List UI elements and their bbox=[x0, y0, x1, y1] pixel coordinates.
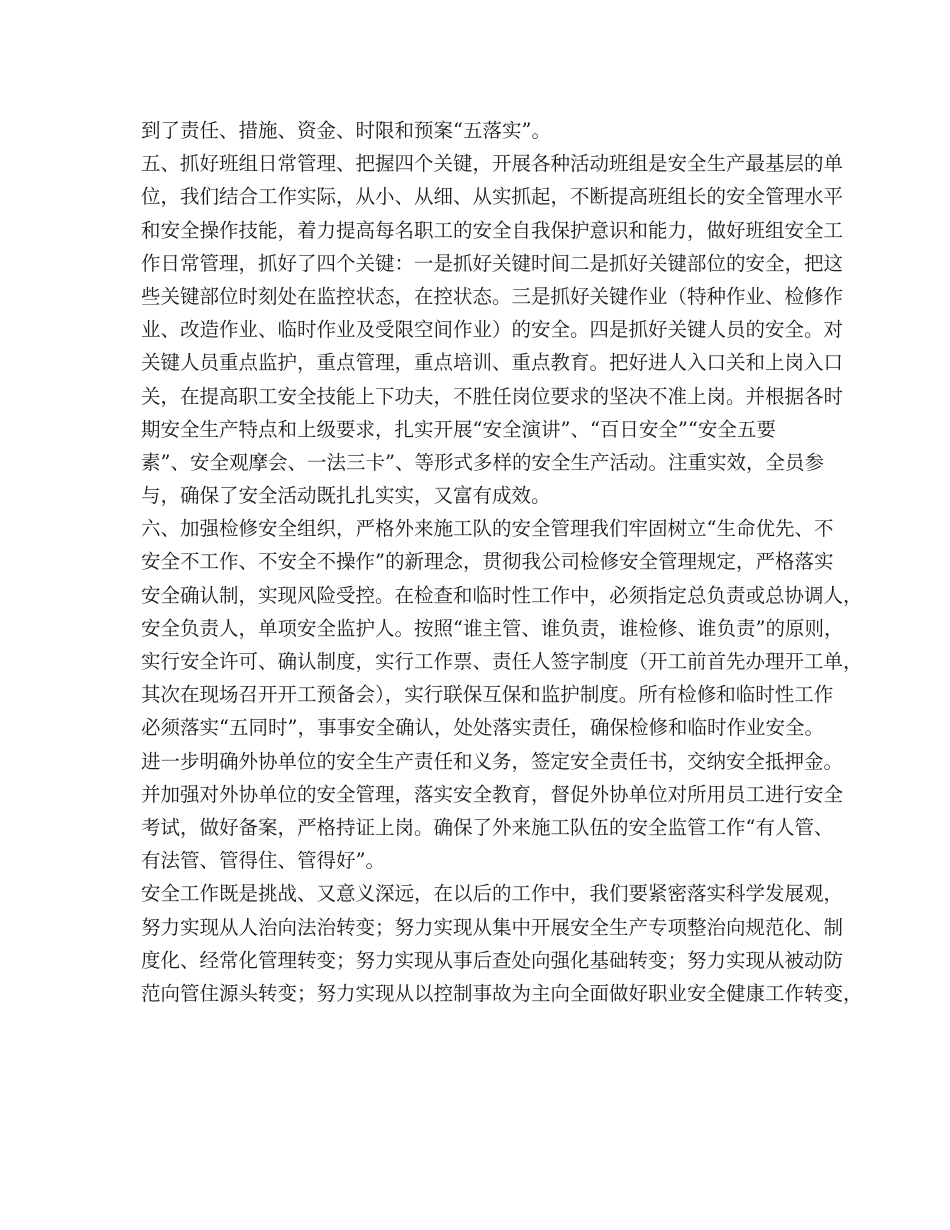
text-line: 范向管住源头转变；努力实现从以控制事故为主向全面做好职业安全健康工作转变， bbox=[141, 981, 863, 1005]
text-line: 与，确保了安全活动既扎扎实实，又富有成效。 bbox=[141, 484, 551, 508]
text-line: 并加强对外协单位的安全管理，落实安全教育，督促外协单位对所用员工进行安全 bbox=[141, 782, 844, 806]
text-line: 必须落实“五同时”，事事安全确认，处处落实责任，确保检修和临时作业安全。 bbox=[141, 716, 824, 740]
text-line: 其次在现场召开开工预备会），实行联保互保和监护制度。所有检修和临时性工作 bbox=[141, 683, 834, 707]
text-line: 有法管、管得住、管得好”。 bbox=[141, 849, 385, 873]
text-line: 素”、安全观摩会、一法三卡”、等形式多样的安全生产活动。注重实效，全员参 bbox=[141, 450, 824, 474]
text-line: 考试，做好备案，严格持证上岗。确保了外来施工队伍的安全监管工作“有人管、 bbox=[141, 815, 834, 839]
text-line: 到了责任、措施、资金、时限和预案“五落实”。 bbox=[141, 119, 551, 142]
text-line: 期安全生产特点和上级要求，扎实开展“安全演讲”、“百日安全”“安全五要 bbox=[141, 417, 776, 441]
text-line: 些关键部位时刻处在监控状态，在控状态。三是抓好关键作业（特种作业、检修作 bbox=[141, 284, 844, 308]
text-line: 实行安全许可、确认制度，实行工作票、责任人签字制度（开工前首先办理开工单， bbox=[141, 650, 863, 673]
text-line: 作日常管理，抓好了四个关键：一是抓好关键时间二是抓好关键部位的安全，把这 bbox=[141, 251, 844, 275]
text-line: 安全工作既是挑战、又意义深远，在以后的工作中，我们要紧密落实科学发展观， bbox=[141, 882, 844, 906]
text-line: 五、抓好班组日常管理、把握四个关键，开展各种活动班组是安全生产最基层的单 bbox=[141, 152, 844, 176]
text-line: 关键人员重点监护，重点管理，重点培训、重点教育。把好进人入口关和上岗入口 bbox=[141, 351, 844, 375]
text-line: 安全负责人，单项安全监护人。按照“谁主管、谁负责，谁检修、谁负责”的原则， bbox=[141, 616, 844, 640]
text-line: 安全不工作、不安全不操作”的新理念，贯彻我公司检修安全管理规定，严格落实 bbox=[141, 550, 834, 574]
body-text bbox=[141, 114, 863, 1010]
text-line: 努力实现从人治向法治转变；努力实现从集中开展安全生产专项整治向规范化、制 bbox=[141, 915, 844, 939]
text-line: 和安全操作技能，着力提高每名职工的安全自我保护意识和能力，做好班组安全工 bbox=[141, 218, 844, 242]
text-line: 进一步明确外协单位的安全生产责任和义务，签定安全责任书，交纳安全抵押金。 bbox=[141, 749, 844, 773]
text-line: 关，在提高职工安全技能上下功夫，不胜任岗位要求的坚决不准上岗。并根据各时 bbox=[141, 384, 844, 408]
text-line: 安全确认制，实现风险受控。在检查和临时性工作中，必须指定总负责或总协调人， bbox=[141, 583, 863, 607]
text-line: 度化、经常化管理转变；努力实现从事后查处向强化基础转变；努力实现从被动防 bbox=[141, 948, 844, 972]
text-line: 业、改造作业、临时作业及受限空间作业）的安全。四是抓好关键人员的安全。对 bbox=[141, 318, 844, 342]
text-line: 六、加强检修安全组织，严格外来施工队的安全管理我们牢固树立“生命优先、不 bbox=[141, 517, 834, 541]
text-line: 位，我们结合工作实际，从小、从细、从实抓起，不断提高班组长的安全管理水平 bbox=[141, 185, 844, 209]
